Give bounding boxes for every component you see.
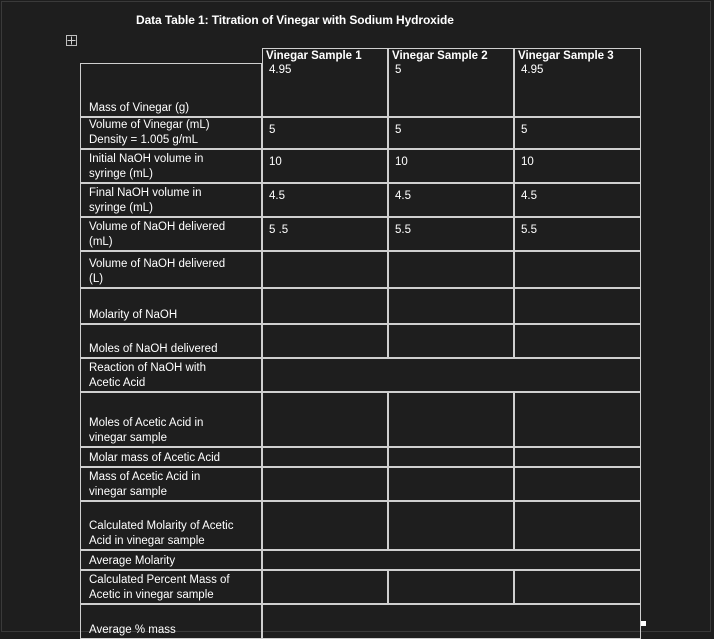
value-cell-sample-3[interactable]: 4.95 [514, 63, 641, 117]
table-row [80, 447, 641, 467]
table-row [80, 501, 641, 550]
header-row [80, 48, 641, 63]
value-cell-sample-2[interactable] [388, 570, 514, 604]
row-label [80, 251, 262, 288]
header-blank-cell [80, 48, 262, 63]
value-cell-sample-3[interactable] [514, 392, 641, 447]
table-row [80, 63, 641, 117]
value-cell-sample-2[interactable] [388, 467, 514, 501]
value-cell-sample-1[interactable] [262, 251, 388, 288]
value-cell-sample-1[interactable]: 4.5 [262, 183, 388, 217]
value-cell-sample-2[interactable] [388, 501, 514, 550]
value-cell-sample-2[interactable]: 10 [388, 149, 514, 183]
value-cell-sample-3[interactable] [514, 467, 641, 501]
merged-value-cell[interactable] [262, 550, 641, 570]
table-row [80, 604, 641, 639]
row-label-line: Mass of Vinegar (g) [89, 102, 190, 114]
row-label-line: (L) [89, 273, 104, 285]
value-cell-sample-2[interactable] [388, 392, 514, 447]
value-cell-sample-1[interactable] [262, 447, 388, 467]
row-label [80, 117, 262, 149]
value-cell-sample-1[interactable] [262, 324, 388, 358]
row-label-line: Initial NaOH volume in [89, 153, 204, 165]
value-cell-sample-1[interactable] [262, 501, 388, 550]
table-row [80, 217, 641, 251]
merged-value-cell[interactable] [262, 358, 641, 392]
row-label [80, 324, 262, 358]
row-label-line: (mL) [89, 236, 113, 248]
row-label [80, 447, 262, 467]
value-cell-sample-1[interactable] [262, 467, 388, 501]
table-row [80, 117, 641, 149]
value-cell-sample-2[interactable]: 4.5 [388, 183, 514, 217]
table-row [80, 467, 641, 501]
value-cell-sample-2[interactable] [388, 288, 514, 324]
row-label [80, 604, 262, 639]
value-cell-sample-2[interactable]: 5 [388, 117, 514, 149]
table-resize-handle[interactable] [641, 621, 646, 626]
column-header: Vinegar Sample 1 [262, 48, 388, 63]
row-label-line: vinegar sample [89, 486, 167, 498]
value-cell-sample-3[interactable]: 5.5 [514, 217, 641, 251]
row-label-line: Acetic in vinegar sample [89, 589, 214, 601]
row-label [80, 183, 262, 217]
table-row [80, 550, 641, 570]
value-cell-sample-1[interactable] [262, 392, 388, 447]
value-cell-sample-3[interactable]: 5 [514, 117, 641, 149]
table-title: Data Table 1: Titration of Vinegar with Sodium Hydroxide [136, 13, 454, 27]
table-row [80, 183, 641, 217]
table-row [80, 324, 641, 358]
row-label [80, 288, 262, 324]
value-cell-sample-1[interactable]: 4.95 [262, 63, 388, 117]
row-label-line: Volume of Vinegar (mL) [89, 119, 210, 131]
merged-value-cell[interactable] [262, 604, 641, 639]
value-cell-sample-1[interactable]: 5 [262, 117, 388, 149]
row-label-line: Average Molarity [89, 555, 176, 567]
value-cell-sample-2[interactable] [388, 324, 514, 358]
value-cell-sample-3[interactable] [514, 501, 641, 550]
row-label-line: Acetic Acid [89, 377, 146, 389]
row-label [80, 550, 262, 570]
value-cell-sample-2[interactable]: 5.5 [388, 217, 514, 251]
row-label [80, 467, 262, 501]
row-label-line: Calculated Molarity of Acetic [89, 520, 234, 532]
value-cell-sample-3[interactable] [514, 447, 641, 467]
row-label [80, 501, 262, 550]
row-label-line: Final NaOH volume in [89, 187, 202, 199]
table-row [80, 392, 641, 447]
value-cell-sample-2[interactable] [388, 447, 514, 467]
row-label-line: Reaction of NaOH with [89, 362, 206, 374]
table-move-handle-icon[interactable] [66, 35, 77, 46]
row-label-line: Volume of NaOH delivered [89, 221, 226, 233]
row-label-line: Molar mass of Acetic Acid [89, 452, 221, 464]
row-label-line: Volume of NaOH delivered [89, 258, 226, 270]
value-cell-sample-1[interactable]: 5 .5 [262, 217, 388, 251]
value-cell-sample-3[interactable]: 10 [514, 149, 641, 183]
row-label-line: syringe (mL) [89, 202, 153, 214]
row-label [80, 149, 262, 183]
row-label-line: Calculated Percent Mass of [89, 574, 230, 586]
row-label-line: Mass of Acetic Acid in [89, 471, 201, 483]
row-label [80, 63, 262, 117]
row-label-line: Acid in vinegar sample [89, 535, 205, 547]
table-row [80, 251, 641, 288]
row-label [80, 358, 262, 392]
value-cell-sample-3[interactable] [514, 570, 641, 604]
row-label [80, 570, 262, 604]
value-cell-sample-3[interactable] [514, 288, 641, 324]
value-cell-sample-1[interactable]: 10 [262, 149, 388, 183]
column-header: Vinegar Sample 3 [514, 48, 641, 63]
row-label-line: syringe (mL) [89, 168, 153, 180]
row-label-line: vinegar sample [89, 432, 167, 444]
value-cell-sample-3[interactable] [514, 324, 641, 358]
table-row [80, 149, 641, 183]
data-table [80, 48, 641, 639]
column-header: Vinegar Sample 2 [388, 48, 514, 63]
table-row [80, 570, 641, 604]
row-label [80, 392, 262, 447]
row-label [80, 217, 262, 251]
table-row [80, 358, 641, 392]
value-cell-sample-1[interactable] [262, 570, 388, 604]
value-cell-sample-3[interactable]: 4.5 [514, 183, 641, 217]
value-cell-sample-1[interactable] [262, 288, 388, 324]
table-row [80, 288, 641, 324]
row-label-line: Moles of Acetic Acid in [89, 417, 204, 429]
row-label-line: Moles of NaOH delivered [89, 343, 218, 355]
row-label-line: Average % mass [89, 624, 176, 636]
row-label-line: Molarity of NaOH [89, 309, 178, 321]
value-cell-sample-2[interactable] [388, 251, 514, 288]
value-cell-sample-3[interactable] [514, 251, 641, 288]
row-label-line: Density = 1.005 g/mL [89, 134, 198, 146]
value-cell-sample-2[interactable]: 5 [388, 63, 514, 117]
